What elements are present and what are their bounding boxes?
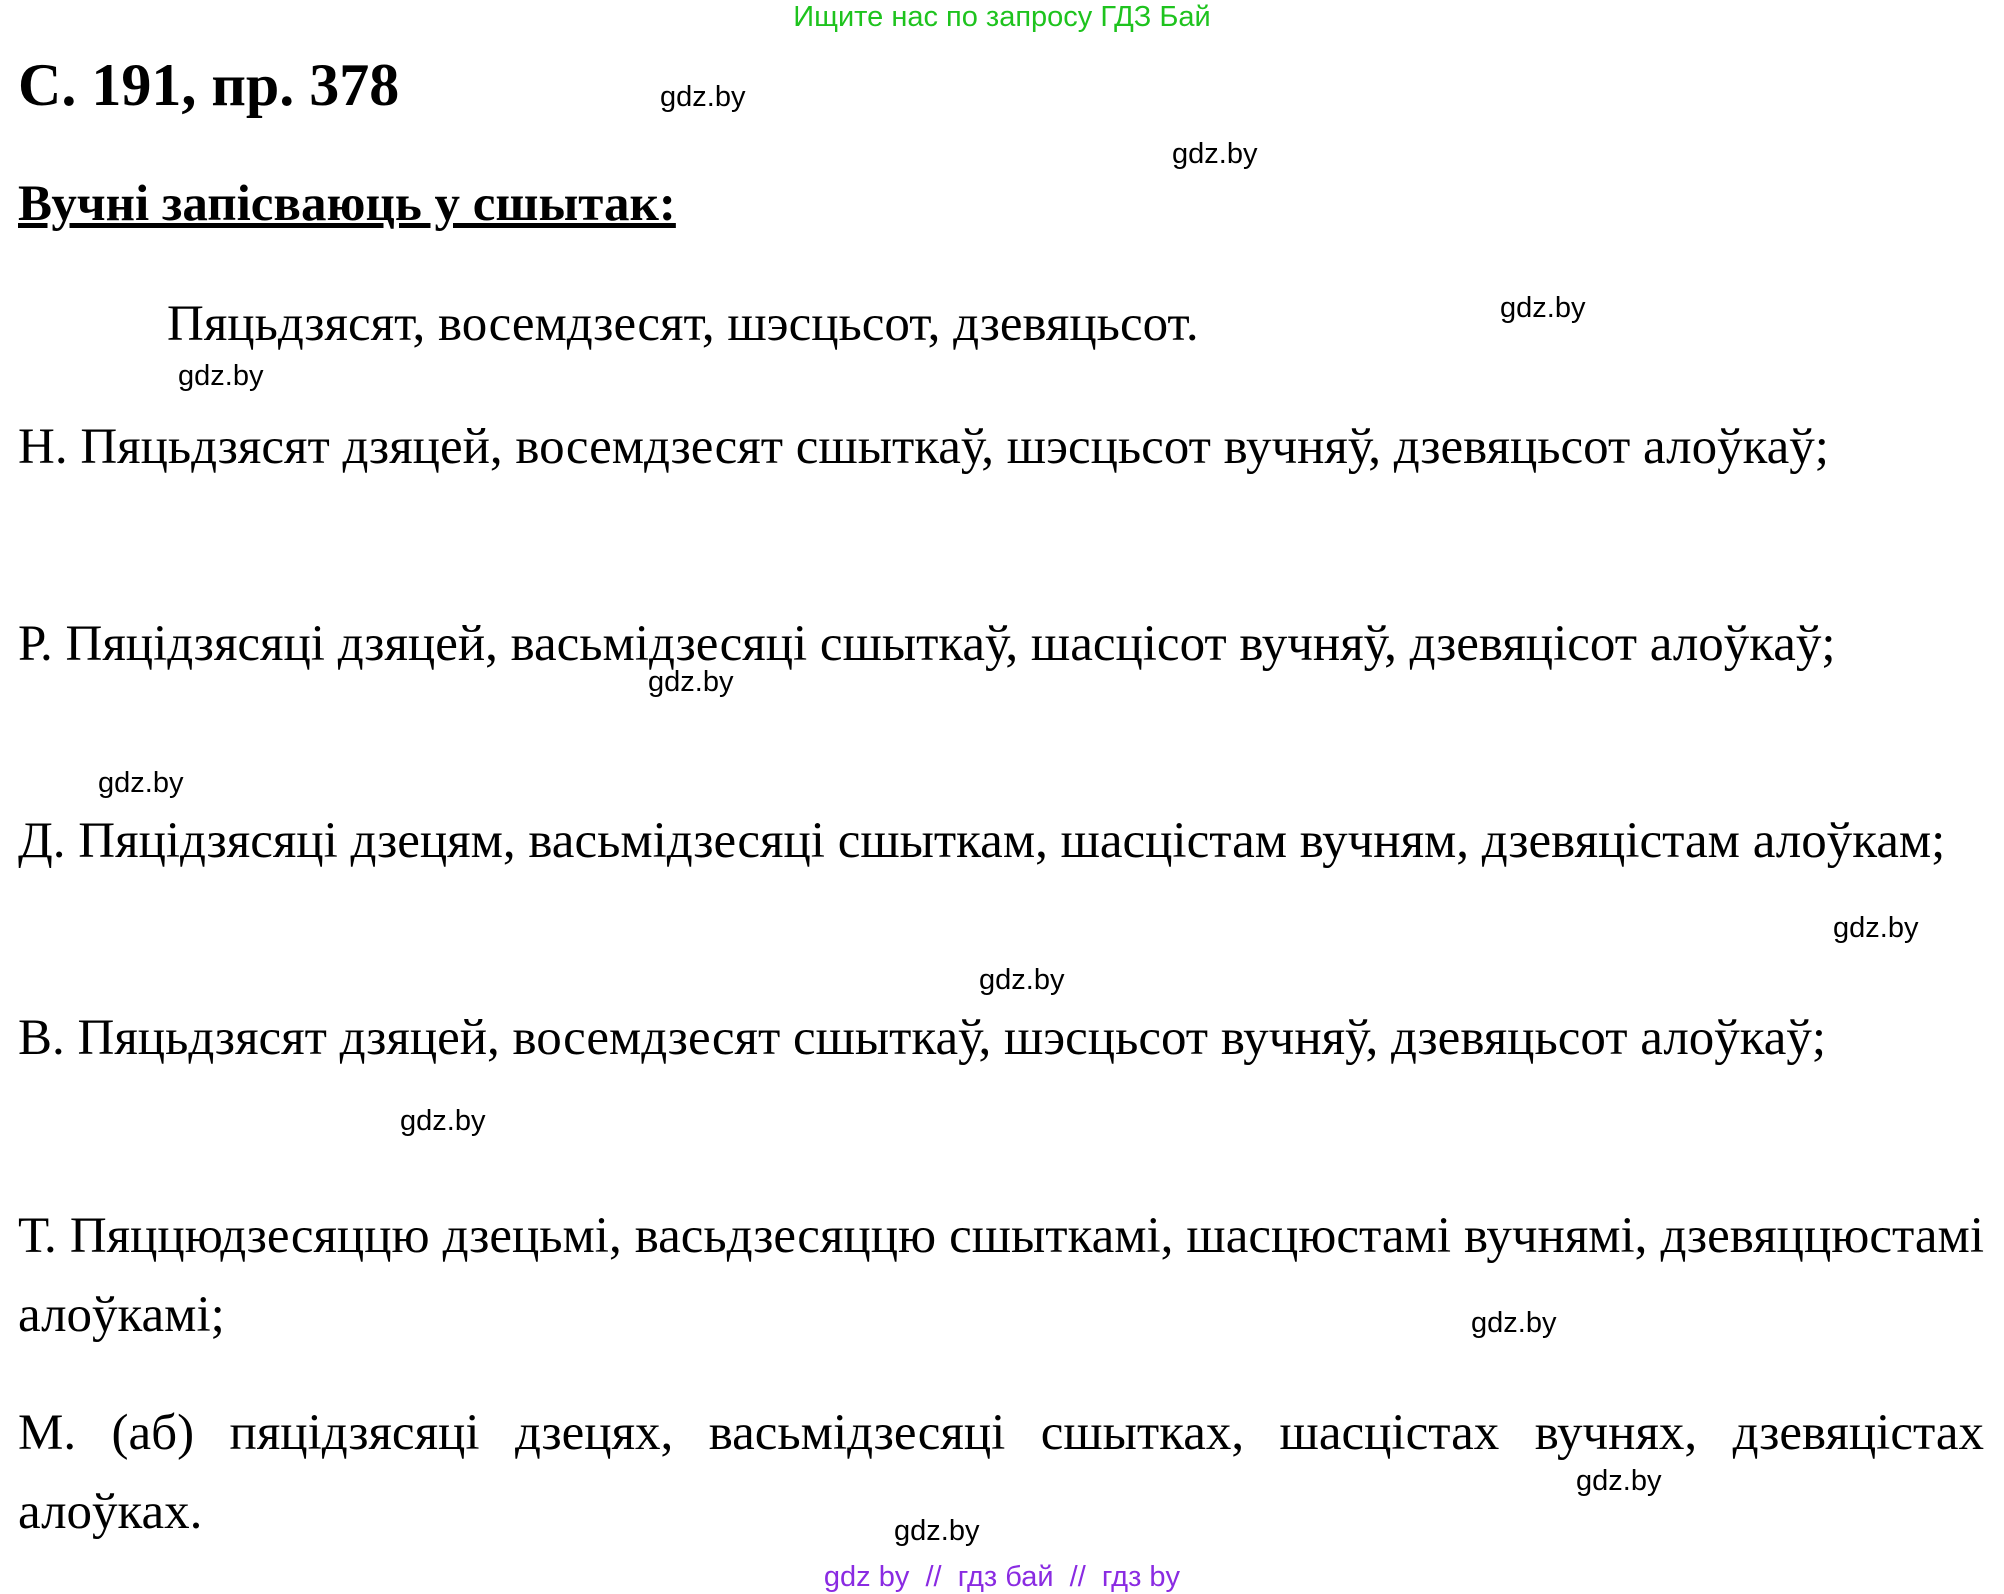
watermark: gdz.by — [1833, 912, 1919, 944]
top-banner: Ищите нас по запросу ГДЗ Бай — [793, 1, 1211, 33]
section-heading: Вучні запісваюць у сшытак: — [18, 176, 676, 232]
case-genitive: Р. Пяцідзясяці дзяцей, васьмідзесяці сшыткаў, шасцісот вучняў, дзевяцісот алоўкаў; — [18, 616, 1836, 672]
intro-line: Пяцьдзясят, восемдзесят, шэсцьсот, дзевяцьсот. — [167, 296, 1199, 352]
watermark: gdz.by — [1576, 1465, 1662, 1497]
watermark: gdz.by — [660, 81, 746, 113]
watermark: gdz.by — [894, 1515, 980, 1547]
bottom-links[interactable]: gdz by // гдз бай // гдз by — [823, 1561, 1181, 1593]
watermark: gdz.by — [1500, 292, 1586, 324]
case-instrumental: Т. Пяццюдзесяццю дзецьмі, васьдзесяццю сшыткамі, шасцюстамі вучнямі, дзевяццюстамі алоўкамі; — [18, 1208, 1984, 1343]
watermark: gdz.by — [1471, 1307, 1557, 1339]
case-dative: Д. Пяцідзясяці дзецям, васьмідзесяці сшыткам, шасцістам вучням, дзевяцістам алоўкам; — [18, 813, 1946, 869]
case-accusative: В. Пяцьдзясят дзяцей, восемдзесят сшыткаў, шэсцьсот вучняў, дзевяцьсот алоўкаў; — [18, 1010, 1827, 1066]
watermark: gdz.by — [648, 666, 734, 698]
watermark: gdz.by — [979, 964, 1065, 996]
case-locative: М. (аб) пяцідзясяці дзецях, васьмідзесяці сшытках, шасцістах вучнях, дзевяцістах алоўках. — [18, 1405, 1984, 1540]
watermark: gdz.by — [400, 1105, 486, 1137]
watermark: gdz.by — [98, 767, 184, 799]
watermark: gdz.by — [1172, 138, 1258, 170]
case-nominative: Н. Пяцьдзясят дзяцей, восемдзесят сшыткаў, шэсцьсот вучняў, дзевяцьсот алоўкаў; — [18, 419, 1829, 475]
watermark: gdz.by — [178, 360, 264, 392]
page-title: С. 191, пр. 378 — [18, 52, 400, 118]
